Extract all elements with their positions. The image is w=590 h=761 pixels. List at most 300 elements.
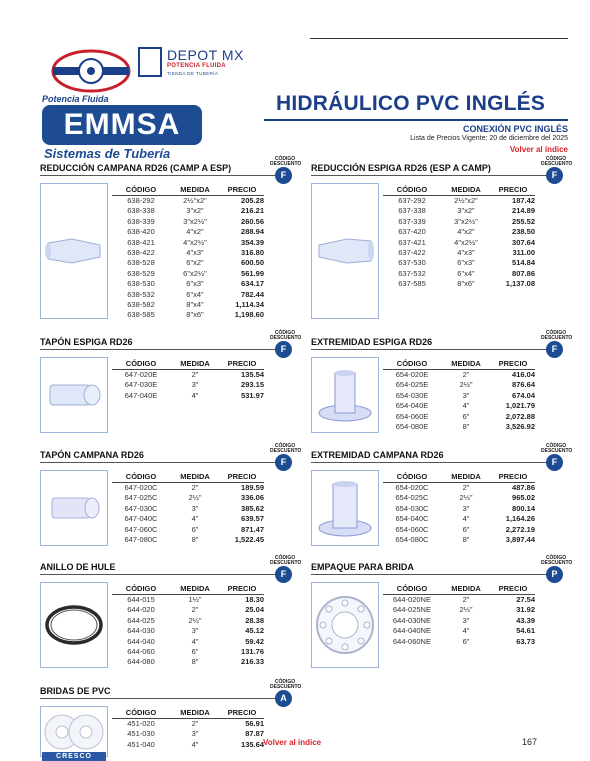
code-cell: 654-080C <box>395 535 429 545</box>
price-cell: 871.47 <box>241 524 264 534</box>
col-size: MEDIDA <box>170 584 220 595</box>
table-row <box>383 227 535 237</box>
code-cell: 637-532 <box>398 268 426 278</box>
code-cell: 644-040 <box>127 636 155 646</box>
code-cell: 654-020C <box>395 483 429 492</box>
size-cell: 4"x2½" <box>454 237 478 247</box>
col-size: MEDIDA <box>170 708 220 719</box>
product-image-frame <box>311 582 379 668</box>
page-subtitle: CONEXIÓN PVC INGLÉS <box>462 124 568 134</box>
code-cell: 644-080 <box>127 657 155 667</box>
discount-code-badge: P <box>546 566 563 583</box>
table-row <box>112 637 264 647</box>
col-price: PRECIO <box>491 359 535 370</box>
price-cell: 1,114.34 <box>235 300 264 310</box>
price-cell: 311.00 <box>512 248 535 258</box>
size-cell: 6"x2½" <box>183 268 207 278</box>
table-row <box>112 493 264 503</box>
table-row <box>383 626 535 636</box>
price-cell: 205.28 <box>241 196 264 205</box>
product-image-frame <box>311 357 379 433</box>
col-code: CÓDIGO <box>112 708 170 719</box>
table-header <box>383 584 535 595</box>
size-cell: 3"x2½" <box>183 216 207 226</box>
size-cell: 3" <box>191 380 199 390</box>
discount-code-badge: F <box>275 167 292 184</box>
size-cell: 4"x2½" <box>183 237 207 247</box>
code-cell: 644-030NE <box>393 615 431 625</box>
price-table <box>383 185 535 290</box>
table-row <box>112 300 264 310</box>
col-size: MEDIDA <box>441 359 491 370</box>
code-cell: 647-080C <box>124 535 158 545</box>
price-cell: 216.21 <box>241 206 264 216</box>
price-cell: 31.92 <box>516 605 535 615</box>
code-cell: 647-020C <box>124 483 158 492</box>
table-header <box>112 584 264 595</box>
table-row <box>112 227 264 237</box>
table-header <box>112 185 264 196</box>
depot-mx-title: DEPOT MX <box>167 47 244 63</box>
section-rule <box>40 698 280 699</box>
col-price: PRECIO <box>220 472 264 483</box>
section-title: BRIDAS DE PVC <box>40 686 111 696</box>
product-image-frame <box>40 582 108 668</box>
size-cell: 2" <box>191 605 199 615</box>
section-rule <box>40 574 280 575</box>
col-size: MEDIDA <box>441 185 491 196</box>
price-cell: 87.87 <box>245 729 264 739</box>
code-cell: 637-420 <box>398 227 426 237</box>
size-cell: 6"x2" <box>186 258 204 268</box>
product-image-frame <box>40 706 108 757</box>
table-row <box>112 279 264 289</box>
col-price: PRECIO <box>220 584 264 595</box>
size-cell: 6" <box>191 647 199 657</box>
discount-code-caption: CÓDIGO DESCUENTO <box>541 443 573 454</box>
price-cell: 27.54 <box>516 595 535 604</box>
size-cell: 6" <box>462 411 470 421</box>
code-cell: 644-040NE <box>393 626 431 636</box>
table-row <box>383 493 535 503</box>
product-image-frame <box>311 183 379 319</box>
discount-code-caption: CÓDIGO DESCUENTO <box>270 679 302 690</box>
size-cell: 8"x6" <box>186 310 204 320</box>
table-row <box>112 238 264 248</box>
col-price: PRECIO <box>220 708 264 719</box>
col-code: CÓDIGO <box>112 185 170 196</box>
col-code: CÓDIGO <box>383 359 441 370</box>
code-cell: 647-030C <box>124 503 158 513</box>
size-cell: 4" <box>191 636 199 646</box>
code-cell: 637-339 <box>398 216 426 226</box>
table-row <box>112 719 264 730</box>
code-cell: 644-030 <box>127 626 155 636</box>
size-cell: 4" <box>462 626 470 636</box>
price-cell: 634.17 <box>241 279 264 289</box>
code-cell: 647-025C <box>124 493 158 503</box>
size-cell: 3" <box>462 390 470 400</box>
price-cell: 131.76 <box>241 647 264 657</box>
product-image <box>312 471 378 545</box>
code-cell: 644-020NE <box>393 595 431 604</box>
code-cell: 637-421 <box>398 237 426 247</box>
emmsa-tagline: Sistemas de Tubería <box>44 146 171 161</box>
price-cell: 135.54 <box>241 370 264 379</box>
code-cell: 654-080E <box>395 422 429 432</box>
price-cell: 385.62 <box>241 503 264 513</box>
discount-code-badge: A <box>275 690 292 707</box>
col-code: CÓDIGO <box>112 359 170 370</box>
price-cell: 3,897.44 <box>505 535 535 545</box>
price-cell: 561.99 <box>241 268 264 278</box>
section-title: EMPAQUE PARA BRIDA <box>311 562 414 572</box>
price-cell: 1,522.45 <box>234 535 264 545</box>
table-row <box>112 657 264 667</box>
size-cell: 6" <box>462 524 470 534</box>
code-cell: 647-040C <box>124 514 158 524</box>
col-price: PRECIO <box>491 185 535 196</box>
depot-mx-tagline: TIENDA DE TUBERÍA <box>167 71 219 76</box>
product-image <box>41 184 107 318</box>
price-table <box>112 359 264 401</box>
code-cell: 654-040E <box>395 401 429 411</box>
size-cell: 2½" <box>188 615 202 625</box>
col-code: CÓDIGO <box>112 472 170 483</box>
size-cell: 6"x4" <box>457 268 475 278</box>
price-table <box>383 359 535 432</box>
table-row <box>383 637 535 647</box>
price-cell: 416.04 <box>512 370 535 379</box>
code-cell: 644-015 <box>127 595 155 604</box>
table-row <box>112 514 264 524</box>
section-rule <box>311 349 551 350</box>
table-row <box>383 422 535 432</box>
price-cell: 1,164.26 <box>505 514 535 524</box>
col-price: PRECIO <box>491 584 535 595</box>
discount-code-badge: F <box>275 454 292 471</box>
table-row <box>112 217 264 227</box>
product-image <box>312 358 378 432</box>
size-cell: 6"x4" <box>186 289 204 299</box>
price-cell: 800.14 <box>512 503 535 513</box>
size-cell: 3" <box>191 729 199 739</box>
code-cell: 638-292 <box>127 196 155 205</box>
size-cell: 6" <box>462 636 470 646</box>
price-cell: 3,526.92 <box>505 422 535 432</box>
cresco-logo: CRESCO <box>42 752 106 761</box>
price-cell: 782.44 <box>241 289 264 299</box>
price-table <box>112 472 264 545</box>
code-cell: 644-060NE <box>393 636 431 646</box>
price-cell: 135.64 <box>241 739 264 749</box>
table-row <box>112 310 264 320</box>
col-code: CÓDIGO <box>383 185 441 196</box>
size-cell: 2" <box>462 370 470 379</box>
code-cell: 451-020 <box>127 719 155 728</box>
section-title: EXTREMIDAD ESPIGA RD26 <box>311 337 433 347</box>
col-size: MEDIDA <box>441 472 491 483</box>
table-row <box>112 729 264 739</box>
table-row <box>112 616 264 626</box>
section-rule <box>40 349 280 350</box>
price-cell: 214.89 <box>512 206 535 216</box>
price-cell: 2,272.19 <box>505 524 535 534</box>
section-title: ANILLO DE HULE <box>40 562 116 572</box>
code-cell: 637-585 <box>398 279 426 289</box>
size-cell: 6" <box>191 524 199 534</box>
table-row <box>112 206 264 216</box>
product-image <box>312 184 378 318</box>
product-image-frame <box>40 357 108 433</box>
size-cell: 8" <box>191 535 199 545</box>
size-cell: 8" <box>462 535 470 545</box>
price-cell: 876.64 <box>512 380 535 390</box>
table-header <box>383 185 535 196</box>
section-rule <box>311 574 551 575</box>
code-cell: 644-025 <box>127 615 155 625</box>
size-cell: 2½" <box>459 605 473 615</box>
code-cell: 638-421 <box>127 237 155 247</box>
size-cell: 4" <box>462 401 470 411</box>
price-cell: 2,072.88 <box>505 411 535 421</box>
table-row <box>112 196 264 207</box>
potencia-fluida-text: Potencia Fluida <box>42 94 109 104</box>
code-cell: 644-060 <box>127 647 155 657</box>
depot-mx-subtitle: POTENCIA FLUIDA <box>167 63 226 69</box>
code-cell: 451-040 <box>127 739 155 749</box>
table-row <box>112 391 264 401</box>
size-cell: 8"x4" <box>186 300 204 310</box>
table-row <box>112 595 264 606</box>
price-table <box>383 472 535 545</box>
code-cell: 638-422 <box>127 248 155 258</box>
depot-mx-icon <box>138 47 162 77</box>
table-row <box>112 504 264 514</box>
section-title: REDUCCIÓN ESPIGA RD26 (ESP A CAMP) <box>311 163 491 173</box>
size-cell: 6"x3" <box>186 279 204 289</box>
price-cell: 336.06 <box>241 493 264 503</box>
table-row <box>112 525 264 535</box>
table-header <box>112 359 264 370</box>
price-cell: 965.02 <box>512 493 535 503</box>
table-row <box>112 269 264 279</box>
code-cell: 644-025NE <box>393 605 431 615</box>
size-cell: 2" <box>462 595 470 604</box>
code-cell: 654-030E <box>395 390 429 400</box>
code-cell: 654-060C <box>395 524 429 534</box>
table-row <box>383 483 535 494</box>
code-cell: 638-339 <box>127 216 155 226</box>
col-code: CÓDIGO <box>112 584 170 595</box>
size-cell: 2" <box>191 719 199 728</box>
table-row <box>112 258 264 268</box>
table-row <box>112 290 264 300</box>
code-cell: 638-582 <box>127 300 155 310</box>
price-table <box>112 185 264 321</box>
price-cell: 316.80 <box>241 248 264 258</box>
price-cell: 514.84 <box>512 258 535 268</box>
discount-code-caption: CÓDIGO DESCUENTO <box>270 330 302 341</box>
code-cell: 647-040E <box>124 390 158 400</box>
table-row <box>383 370 535 381</box>
section-rule <box>311 175 551 176</box>
table-row <box>383 605 535 615</box>
price-cell: 45.12 <box>245 626 264 636</box>
code-cell: 654-025C <box>395 493 429 503</box>
table-row <box>383 412 535 422</box>
top-rule <box>310 38 568 39</box>
table-row <box>383 258 535 268</box>
size-cell: 3" <box>191 626 199 636</box>
size-cell: 6"x3" <box>457 258 475 268</box>
discount-code-caption: CÓDIGO DESCUENTO <box>541 330 573 341</box>
product-image-frame <box>40 183 108 319</box>
discount-code-badge: F <box>275 566 292 583</box>
section-rule <box>40 462 280 463</box>
size-cell: 2½" <box>188 493 202 503</box>
code-cell: 638-585 <box>127 310 155 320</box>
table-row <box>112 626 264 636</box>
discount-code-caption: CÓDIGO DESCUENTO <box>270 555 302 566</box>
table-row <box>112 740 264 750</box>
price-cell: 18.30 <box>245 595 264 604</box>
col-code: CÓDIGO <box>383 584 441 595</box>
table-header <box>383 472 535 483</box>
table-row <box>112 248 264 258</box>
code-cell: 647-030E <box>124 380 158 390</box>
section-title: TAPÓN CAMPANA RD26 <box>40 450 144 460</box>
code-cell: 451-030 <box>127 729 155 739</box>
size-cell: 2½" <box>459 380 473 390</box>
col-size: MEDIDA <box>170 185 220 196</box>
code-cell: 654-020E <box>395 370 429 379</box>
table-row <box>112 483 264 494</box>
table-row <box>383 535 535 545</box>
table-row <box>112 605 264 615</box>
price-cell: 28.38 <box>245 615 264 625</box>
table-row <box>383 279 535 289</box>
price-cell: 1,021.79 <box>505 401 535 411</box>
product-image <box>41 471 107 545</box>
back-to-index-link[interactable]: Volver al índice <box>509 145 568 154</box>
page-number: 167 <box>522 737 538 747</box>
code-cell: 637-530 <box>398 258 426 268</box>
col-price: PRECIO <box>491 472 535 483</box>
code-cell: 638-529 <box>127 268 155 278</box>
size-cell: 2½" <box>459 493 473 503</box>
table-row <box>383 525 535 535</box>
size-cell: 8" <box>462 422 470 432</box>
code-cell: 638-338 <box>127 206 155 216</box>
discount-code-caption: CÓDIGO DESCUENTO <box>270 156 302 167</box>
table-row <box>112 370 264 381</box>
section-title: REDUCCIÓN CAMPANA RD26 (CAMP A ESP) <box>40 163 232 173</box>
price-cell: 531.97 <box>241 390 264 400</box>
size-cell: 4"x2" <box>186 227 204 237</box>
section-rule <box>40 175 280 176</box>
table-row <box>383 217 535 227</box>
code-cell: 647-060C <box>124 524 158 534</box>
table-row <box>383 248 535 258</box>
potencia-fluida-logo <box>50 48 132 94</box>
discount-code-badge: F <box>546 341 563 358</box>
table-row <box>383 206 535 216</box>
back-to-index-link-bottom[interactable]: Volver al índice <box>263 738 322 747</box>
price-cell: 63.73 <box>516 636 535 646</box>
product-image <box>41 707 107 756</box>
table-row <box>383 391 535 401</box>
price-cell: 639.57 <box>241 514 264 524</box>
discount-code-caption: CÓDIGO DESCUENTO <box>270 443 302 454</box>
price-cell: 59.42 <box>245 636 264 646</box>
size-cell: 2½"x2" <box>183 196 207 205</box>
price-cell: 238.50 <box>512 227 535 237</box>
price-cell: 1,137.08 <box>505 279 535 289</box>
price-cell: 487.86 <box>512 483 535 492</box>
col-price: PRECIO <box>220 359 264 370</box>
code-cell: 637-338 <box>398 206 426 216</box>
size-cell: 4"x3" <box>457 248 475 258</box>
product-image-frame <box>40 470 108 546</box>
price-table <box>112 584 264 668</box>
size-cell: 4" <box>191 390 199 400</box>
size-cell: 2½"x2" <box>454 196 478 205</box>
price-table <box>112 708 264 750</box>
price-cell: 25.04 <box>245 605 264 615</box>
price-cell: 187.42 <box>512 196 535 205</box>
size-cell: 3" <box>462 615 470 625</box>
price-cell: 293.15 <box>241 380 264 390</box>
table-row <box>112 380 264 390</box>
discount-code-badge: F <box>275 341 292 358</box>
discount-code-caption: CÓDIGO DESCUENTO <box>541 156 573 167</box>
table-row <box>383 269 535 279</box>
table-row <box>383 514 535 524</box>
product-image <box>41 358 107 432</box>
size-cell: 3" <box>462 503 470 513</box>
title-underline <box>264 119 568 121</box>
price-cell: 54.61 <box>516 626 535 636</box>
col-price: PRECIO <box>220 185 264 196</box>
size-cell: 2" <box>191 483 199 492</box>
col-size: MEDIDA <box>170 359 220 370</box>
table-row <box>383 504 535 514</box>
code-cell: 654-025E <box>395 380 429 390</box>
product-image-frame <box>311 470 379 546</box>
table-row <box>112 647 264 657</box>
price-cell: 1,198.60 <box>234 310 264 320</box>
table-row <box>383 595 535 606</box>
table-row <box>383 196 535 207</box>
size-cell: 3"x2" <box>186 206 204 216</box>
table-row <box>383 380 535 390</box>
code-cell: 637-422 <box>398 248 426 258</box>
col-code: CÓDIGO <box>383 472 441 483</box>
size-cell: 4"x2" <box>457 227 475 237</box>
discount-code-caption: CÓDIGO DESCUENTO <box>541 555 573 566</box>
price-cell: 600.50 <box>241 258 264 268</box>
code-cell: 638-528 <box>127 258 155 268</box>
section-rule <box>311 462 551 463</box>
table-row <box>383 238 535 248</box>
price-cell: 288.94 <box>241 227 264 237</box>
price-cell: 354.39 <box>241 237 264 247</box>
price-cell: 189.59 <box>241 483 264 492</box>
code-cell: 637-292 <box>398 196 426 205</box>
price-cell: 56.91 <box>245 719 264 728</box>
size-cell: 4"x3" <box>186 248 204 258</box>
